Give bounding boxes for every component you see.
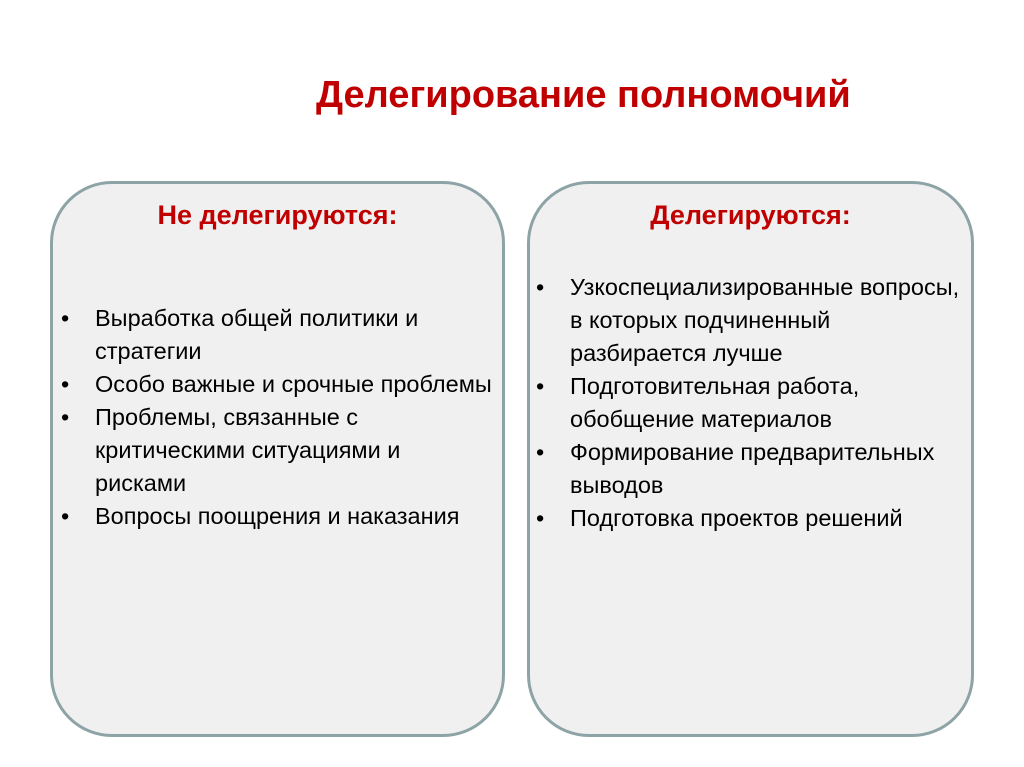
slide-title: Делегирование полномочий <box>316 74 851 116</box>
list-item: • Особо важные и срочные проблемы <box>53 368 492 401</box>
bullet-icon: • <box>536 439 545 465</box>
delegated-heading: Делегируются: <box>650 200 851 230</box>
bullet-icon: • <box>61 371 70 397</box>
list-item: • Узкоспециализированные вопросы, в которых подчиненный разбирается лучше <box>528 271 961 370</box>
bullet-icon: • <box>536 274 545 300</box>
list-item: • Выработка общей политики и стратегии <box>53 302 492 368</box>
bullet-icon: • <box>61 503 70 529</box>
list-item: • Подготовка проектов решений <box>528 502 961 535</box>
not-delegated-heading: Не делегируются: <box>157 200 398 230</box>
bullet-icon: • <box>536 505 545 531</box>
not-delegated-panel <box>50 181 505 737</box>
delegated-panel <box>527 181 974 737</box>
list-item: • Вопросы поощрения и наказания <box>53 500 492 533</box>
bullet-icon: • <box>536 373 545 399</box>
not-delegated-list <box>53 302 492 533</box>
bullet-icon: • <box>61 305 70 331</box>
list-item: • Подготовительная работа, обобщение материалов <box>528 370 961 436</box>
list-item: • Проблемы, связанные с критическими ситуациями и рисками <box>53 401 492 500</box>
list-item: • Формирование предварительных выводов <box>528 436 961 502</box>
delegated-list <box>528 271 961 535</box>
bullet-icon: • <box>61 404 70 430</box>
